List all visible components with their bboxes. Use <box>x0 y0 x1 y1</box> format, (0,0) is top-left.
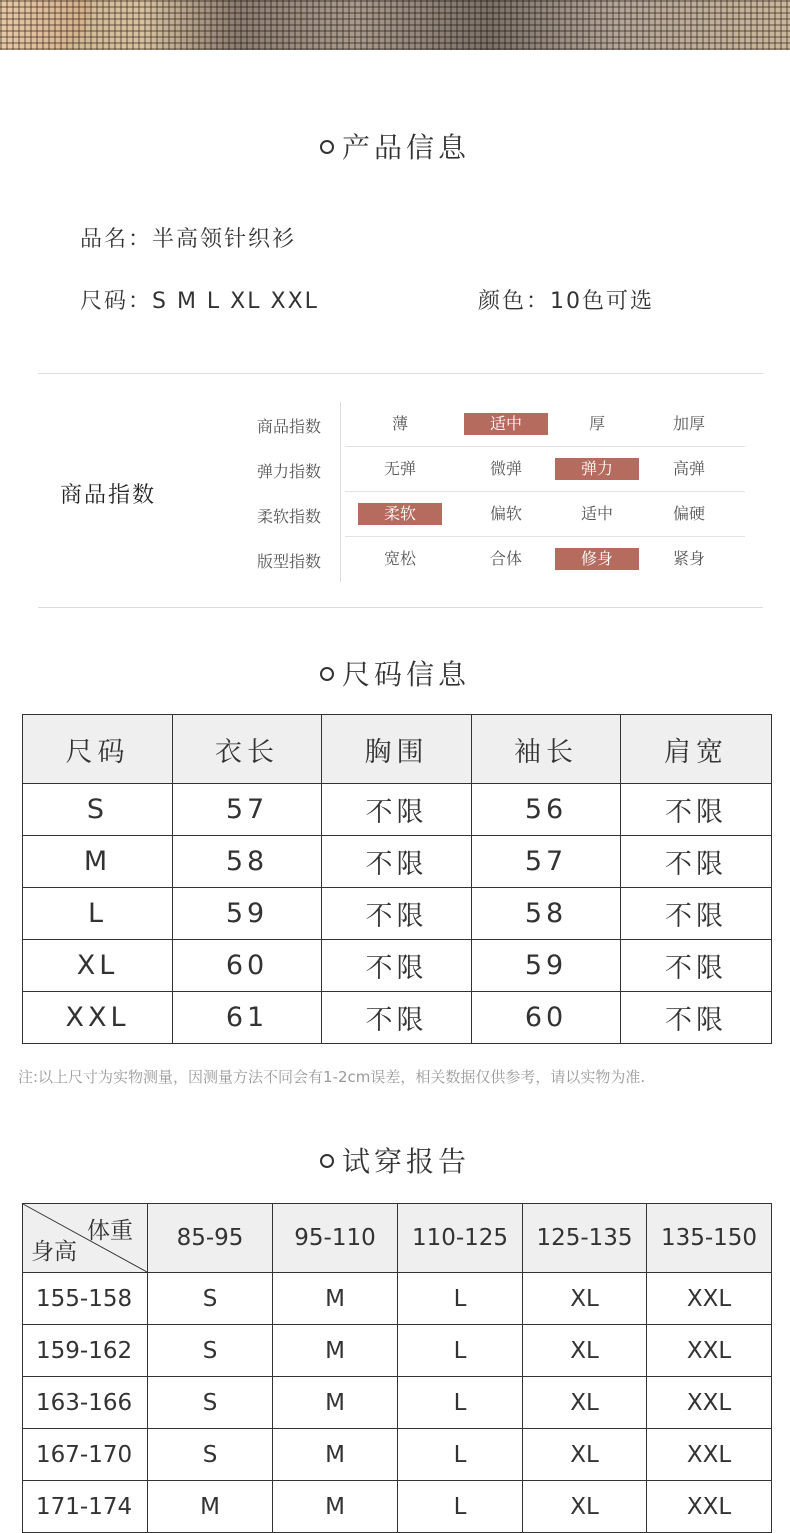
size-cell: S <box>23 784 173 836</box>
index-row-name: 商品指数 <box>257 417 322 436</box>
recommended-size-cell: L <box>398 1429 523 1481</box>
index-label: 商品指数 <box>60 483 157 508</box>
recommended-size-cell: XXL <box>647 1429 772 1481</box>
product-info-title: 产品信息 <box>0 126 790 166</box>
trial-report-title: 试穿报告 <box>0 1140 790 1180</box>
size-cell: 不限 <box>322 784 472 836</box>
size-cell: 不限 <box>322 940 472 992</box>
recommended-size-cell: S <box>148 1325 273 1377</box>
index-row <box>245 447 745 492</box>
size-cell: XXL <box>23 992 173 1044</box>
trial-table-header <box>23 1204 772 1273</box>
recommended-size-cell: M <box>273 1429 398 1481</box>
height-cell: 163-166 <box>23 1377 148 1429</box>
table-row <box>23 1429 772 1481</box>
index-option: 偏软 <box>489 504 522 523</box>
weight-header-cell: 85-95 <box>148 1204 273 1273</box>
index-option: 适中 <box>580 504 613 523</box>
recommended-size-cell: XL <box>523 1429 647 1481</box>
index-row <box>245 402 745 447</box>
recommended-size-cell: L <box>398 1273 523 1325</box>
height-cell: 167-170 <box>23 1429 148 1481</box>
product-photo-strip <box>0 0 790 50</box>
size-cell: 57 <box>173 784 322 836</box>
size-header-cell: 肩宽 <box>621 715 772 784</box>
size-cell: 59 <box>472 940 621 992</box>
ring-icon <box>320 667 334 681</box>
ring-icon <box>320 140 334 154</box>
index-option-selected: 修身 <box>555 548 639 570</box>
recommended-size-cell: XXL <box>647 1273 772 1325</box>
size-cell: 58 <box>472 888 621 940</box>
table-row <box>23 1325 772 1377</box>
corner-height-label: 身高 <box>31 1239 77 1265</box>
recommended-size-cell: L <box>398 1325 523 1377</box>
size-cell: L <box>23 888 173 940</box>
weight-header-cell: 125-135 <box>523 1204 647 1273</box>
size-cell: 不限 <box>621 836 772 888</box>
index-option: 微弹 <box>489 459 522 478</box>
index-option: 紧身 <box>672 549 705 568</box>
index-option-selected: 柔软 <box>358 503 442 525</box>
size-cell: 60 <box>472 992 621 1044</box>
recommended-size-cell: M <box>273 1481 398 1533</box>
index-option: 宽松 <box>383 549 416 568</box>
recommended-size-cell: M <box>273 1377 398 1429</box>
size-cell: 60 <box>173 940 322 992</box>
size-header-cell: 袖长 <box>472 715 621 784</box>
height-cell: 155-158 <box>23 1273 148 1325</box>
size-header-cell: 尺码 <box>23 715 173 784</box>
corner-weight-label: 体重 <box>87 1218 133 1244</box>
recommended-size-cell: XXL <box>647 1325 772 1377</box>
weight-header-cell: 110-125 <box>398 1204 523 1273</box>
size-cell: 57 <box>472 836 621 888</box>
size-cell: 61 <box>173 992 322 1044</box>
size-cell: 58 <box>173 836 322 888</box>
trial-table <box>22 1203 772 1533</box>
product-name: 品名：半高领针织衫 <box>80 227 297 252</box>
index-option: 合体 <box>489 549 522 568</box>
recommended-size-cell: L <box>398 1377 523 1429</box>
size-cell: 不限 <box>322 992 472 1044</box>
hand-image <box>0 0 90 50</box>
product-colors: 颜色：10色可选 <box>478 289 654 314</box>
size-info-title: 尺码信息 <box>0 653 790 693</box>
recommended-size-cell: S <box>148 1429 273 1481</box>
recommended-size-cell: S <box>148 1273 273 1325</box>
size-cell: 不限 <box>621 992 772 1044</box>
size-cell: 不限 <box>322 888 472 940</box>
recommended-size-cell: M <box>273 1325 398 1377</box>
recommended-size-cell: M <box>148 1481 273 1533</box>
recommended-size-cell: XL <box>523 1273 647 1325</box>
recommended-size-cell: XXL <box>647 1481 772 1533</box>
index-row <box>245 492 745 537</box>
index-option: 薄 <box>391 414 408 433</box>
product-sizes: 尺码：S M L XL XXL <box>80 289 319 314</box>
size-cell: 不限 <box>322 836 472 888</box>
table-row <box>23 940 772 992</box>
table-row <box>23 1481 772 1533</box>
index-option: 无弹 <box>383 459 416 478</box>
corner-cell <box>23 1204 148 1273</box>
index-option: 厚 <box>588 414 605 433</box>
weight-header-cell: 135-150 <box>647 1204 772 1273</box>
index-option: 偏硬 <box>672 504 705 523</box>
size-header-cell: 衣长 <box>173 715 322 784</box>
recommended-size-cell: XL <box>523 1481 647 1533</box>
index-row <box>245 537 745 582</box>
recommended-size-cell: XL <box>523 1377 647 1429</box>
recommended-size-cell: S <box>148 1377 273 1429</box>
index-row-name: 弹力指数 <box>257 462 322 481</box>
table-row <box>23 888 772 940</box>
table-row <box>23 1377 772 1429</box>
index-option-selected: 弹力 <box>555 458 639 480</box>
size-cell: 不限 <box>621 784 772 836</box>
weight-header-cell: 95-110 <box>273 1204 398 1273</box>
index-row-name: 柔软指数 <box>257 507 322 526</box>
size-cell: 56 <box>472 784 621 836</box>
size-table-header <box>23 715 772 784</box>
size-cell: 不限 <box>621 940 772 992</box>
size-cell: 59 <box>173 888 322 940</box>
table-row <box>23 992 772 1044</box>
size-table <box>22 714 772 1044</box>
index-row-name: 版型指数 <box>257 552 322 571</box>
size-header-cell: 胸围 <box>322 715 472 784</box>
recommended-size-cell: L <box>398 1481 523 1533</box>
index-option-selected: 适中 <box>464 413 548 435</box>
height-cell: 159-162 <box>23 1325 148 1377</box>
index-option: 加厚 <box>672 414 705 433</box>
recommended-size-cell: XXL <box>647 1377 772 1429</box>
divider-top <box>38 373 763 374</box>
table-row <box>23 784 772 836</box>
size-cell: M <box>23 836 173 888</box>
size-cell: XL <box>23 940 173 992</box>
height-cell: 171-174 <box>23 1481 148 1533</box>
divider-bottom <box>38 607 763 608</box>
ring-icon <box>320 1154 334 1168</box>
recommended-size-cell: M <box>273 1273 398 1325</box>
table-row <box>23 1273 772 1325</box>
recommended-size-cell: XL <box>523 1325 647 1377</box>
size-cell: 不限 <box>621 888 772 940</box>
size-note: 注:以上尺寸为实物测量，因测量方法不同会有1-2cm误差，相关数据仅供参考，请以实物为准. <box>18 1068 646 1086</box>
index-option: 高弹 <box>672 459 705 478</box>
table-row <box>23 836 772 888</box>
